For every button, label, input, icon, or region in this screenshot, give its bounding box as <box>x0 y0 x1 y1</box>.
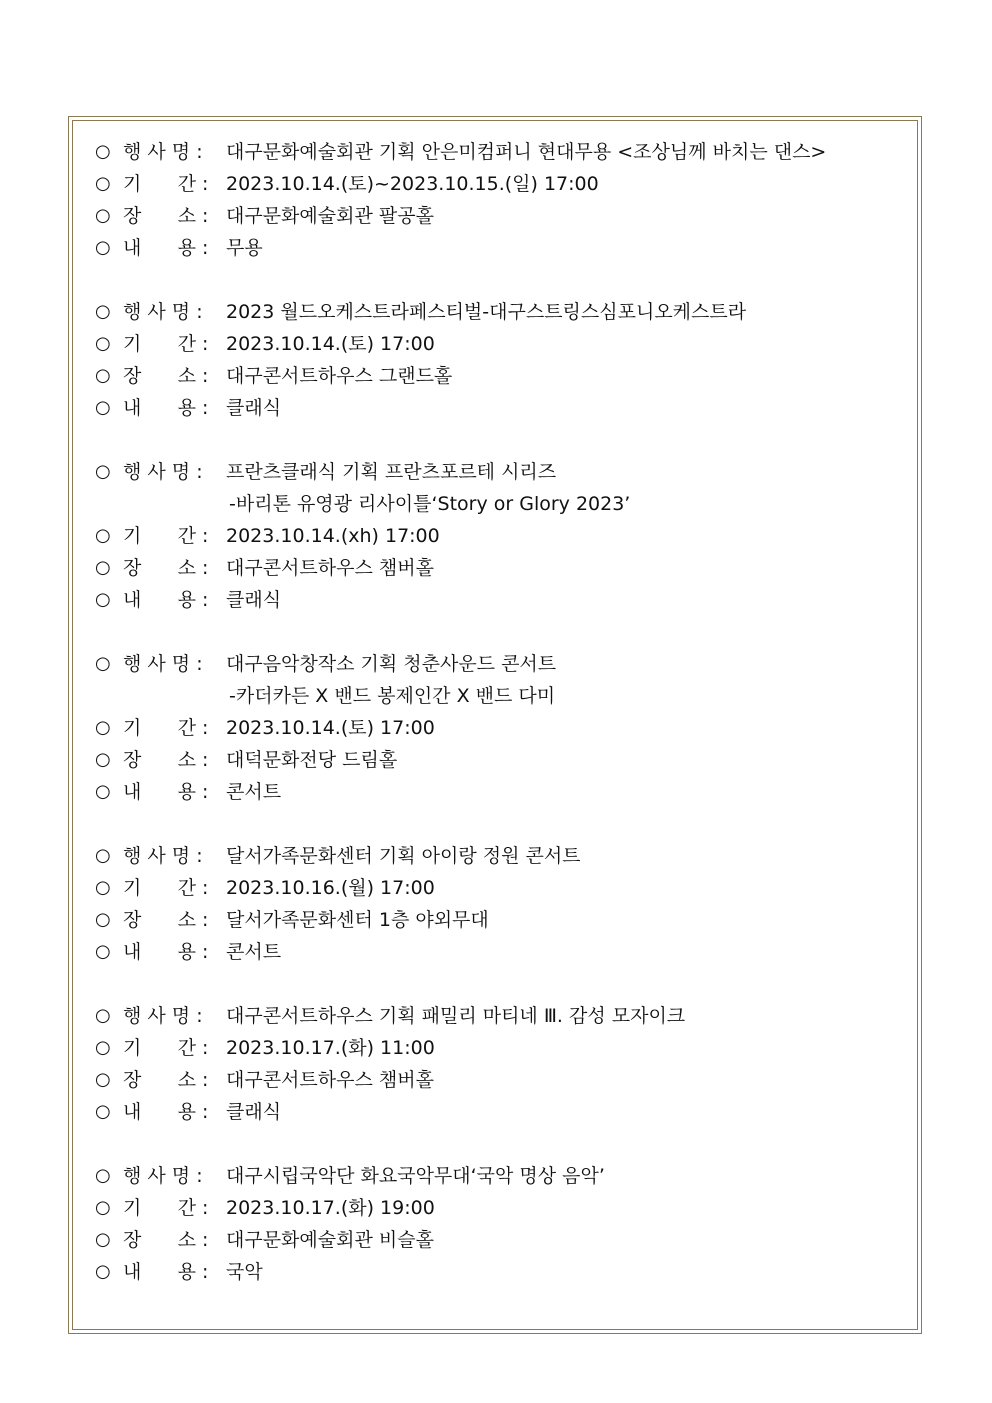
event-name-row <box>95 136 915 168</box>
event-content: 국악 <box>226 1261 263 1283</box>
event-period-row <box>95 872 915 904</box>
name-label: 행 사 명 : <box>123 461 203 483</box>
event-block <box>95 1160 915 1288</box>
bullet-circle-icon: ○ <box>95 1005 111 1026</box>
event-place: 대구콘서트하우스 그랜드홀 <box>226 365 453 387</box>
bullet-circle-icon: ○ <box>95 781 111 802</box>
bullet-circle-icon: ○ <box>95 301 111 322</box>
event-list <box>95 136 915 1320</box>
event-place: 대구문화예술회관 비슬홀 <box>226 1229 434 1251</box>
content-label: 내 용 : <box>123 589 209 611</box>
event-period: 2023.10.17.(화) 19:00 <box>226 1197 435 1219</box>
event-block <box>95 840 915 968</box>
event-place-row <box>95 360 915 392</box>
event-place: 대구문화예술회관 팔공홀 <box>226 205 434 227</box>
event-place-row <box>95 744 915 776</box>
bullet-circle-icon: ○ <box>95 1165 111 1186</box>
bullet-circle-icon: ○ <box>95 653 111 674</box>
bullet-circle-icon: ○ <box>95 845 111 866</box>
bullet-circle-icon: ○ <box>95 941 111 962</box>
event-block <box>95 1000 915 1128</box>
event-content-row <box>95 232 915 264</box>
event-period: 2023.10.14.(토) 17:00 <box>226 333 435 355</box>
event-name-row <box>95 296 915 328</box>
event-content-row <box>95 584 915 616</box>
event-period: 2023.10.16.(월) 17:00 <box>226 877 435 899</box>
content-label: 내 용 : <box>123 1261 209 1283</box>
event-content: 클래식 <box>226 589 282 611</box>
event-period-row <box>95 1192 915 1224</box>
period-label: 기 간 : <box>123 525 209 547</box>
event-place-row <box>95 904 915 936</box>
event-block <box>95 456 915 616</box>
content-label: 내 용 : <box>123 237 209 259</box>
event-name: 2023 월드오케스트라페스티벌-대구스트링스심포니오케스트라 <box>226 301 747 323</box>
event-content: 콘서트 <box>226 941 282 963</box>
event-content-row <box>95 776 915 808</box>
content-label: 내 용 : <box>123 397 209 419</box>
event-name-sub-row <box>95 680 915 712</box>
event-name-row <box>95 1000 915 1032</box>
name-label: 행 사 명 : <box>123 141 203 163</box>
place-label: 장 소 : <box>123 749 209 771</box>
event-block <box>95 648 915 808</box>
event-place: 대구콘서트하우스 챔버홀 <box>226 1069 434 1091</box>
event-name-sub: -카더카든 X 밴드 봉제인간 X 밴드 다미 <box>229 685 556 707</box>
event-place-row <box>95 552 915 584</box>
event-name: 대구문화예술회관 기획 안은미컴퍼니 현대무용 <조상님께 바치는 댄스> <box>226 141 827 163</box>
event-content: 클래식 <box>226 397 282 419</box>
content-label: 내 용 : <box>123 1101 209 1123</box>
event-period: 2023.10.17.(화) 11:00 <box>226 1037 435 1059</box>
event-period: 2023.10.14.(xh) 17:00 <box>226 525 440 547</box>
content-label: 내 용 : <box>123 941 209 963</box>
period-label: 기 간 : <box>123 333 209 355</box>
event-place: 달서가족문화센터 1층 야외무대 <box>226 909 489 931</box>
event-period: 2023.10.14.(토) 17:00 <box>226 717 435 739</box>
event-block <box>95 296 915 424</box>
event-name-row <box>95 648 915 680</box>
event-period: 2023.10.14.(토)~2023.10.15.(일) 17:00 <box>226 173 599 195</box>
name-label: 행 사 명 : <box>123 1165 203 1187</box>
bullet-circle-icon: ○ <box>95 173 111 194</box>
bullet-circle-icon: ○ <box>95 1069 111 1090</box>
bullet-circle-icon: ○ <box>95 365 111 386</box>
event-place: 대덕문화전당 드림홀 <box>226 749 398 771</box>
name-label: 행 사 명 : <box>123 653 203 675</box>
bullet-circle-icon: ○ <box>95 909 111 930</box>
event-content-row <box>95 392 915 424</box>
bullet-circle-icon: ○ <box>95 1037 111 1058</box>
event-block <box>95 136 915 264</box>
event-place-row <box>95 1224 915 1256</box>
period-label: 기 간 : <box>123 1037 209 1059</box>
event-name: 대구음악창작소 기획 청춘사운드 콘서트 <box>226 653 557 675</box>
bullet-circle-icon: ○ <box>95 877 111 898</box>
event-name-sub-row <box>95 488 915 520</box>
content-label: 내 용 : <box>123 781 209 803</box>
name-label: 행 사 명 : <box>123 1005 203 1027</box>
bullet-circle-icon: ○ <box>95 525 111 546</box>
period-label: 기 간 : <box>123 1197 209 1219</box>
event-name: 대구콘서트하우스 기획 패밀리 마티네 Ⅲ. 감성 모자이크 <box>226 1005 686 1027</box>
event-name-row <box>95 456 915 488</box>
event-content: 무용 <box>226 237 263 259</box>
bullet-circle-icon: ○ <box>95 557 111 578</box>
event-period-row <box>95 712 915 744</box>
place-label: 장 소 : <box>123 205 209 227</box>
name-label: 행 사 명 : <box>123 845 203 867</box>
event-content: 클래식 <box>226 1101 282 1123</box>
event-period-row <box>95 168 915 200</box>
event-period-row <box>95 520 915 552</box>
event-name-row <box>95 1160 915 1192</box>
event-place: 대구콘서트하우스 챔버홀 <box>226 557 434 579</box>
bullet-circle-icon: ○ <box>95 205 111 226</box>
bullet-circle-icon: ○ <box>95 141 111 162</box>
period-label: 기 간 : <box>123 717 209 739</box>
event-name: 달서가족문화센터 기획 아이랑 정원 콘서트 <box>226 845 581 867</box>
event-period-row <box>95 1032 915 1064</box>
place-label: 장 소 : <box>123 557 209 579</box>
bullet-circle-icon: ○ <box>95 333 111 354</box>
bullet-circle-icon: ○ <box>95 1101 111 1122</box>
place-label: 장 소 : <box>123 1229 209 1251</box>
event-period-row <box>95 328 915 360</box>
bullet-circle-icon: ○ <box>95 1197 111 1218</box>
bullet-circle-icon: ○ <box>95 717 111 738</box>
place-label: 장 소 : <box>123 909 209 931</box>
period-label: 기 간 : <box>123 877 209 899</box>
bullet-circle-icon: ○ <box>95 461 111 482</box>
place-label: 장 소 : <box>123 365 209 387</box>
bullet-circle-icon: ○ <box>95 1229 111 1250</box>
event-name-sub: -바리톤 유영광 리사이틀‘Story or Glory 2023’ <box>229 493 631 515</box>
event-content-row <box>95 1096 915 1128</box>
event-content-row <box>95 1256 915 1288</box>
event-place-row <box>95 1064 915 1096</box>
place-label: 장 소 : <box>123 1069 209 1091</box>
period-label: 기 간 : <box>123 173 209 195</box>
name-label: 행 사 명 : <box>123 301 203 323</box>
event-content: 콘서트 <box>226 781 282 803</box>
event-name: 대구시립국악단 화요국악무대‘국악 명상 음악’ <box>226 1165 605 1187</box>
bullet-circle-icon: ○ <box>95 589 111 610</box>
event-place-row <box>95 200 915 232</box>
bullet-circle-icon: ○ <box>95 749 111 770</box>
event-content-row <box>95 936 915 968</box>
bullet-circle-icon: ○ <box>95 397 111 418</box>
event-name-row <box>95 840 915 872</box>
event-name: 프란츠클래식 기획 프란츠포르테 시리즈 <box>226 461 557 483</box>
bullet-circle-icon: ○ <box>95 237 111 258</box>
bullet-circle-icon: ○ <box>95 1261 111 1282</box>
